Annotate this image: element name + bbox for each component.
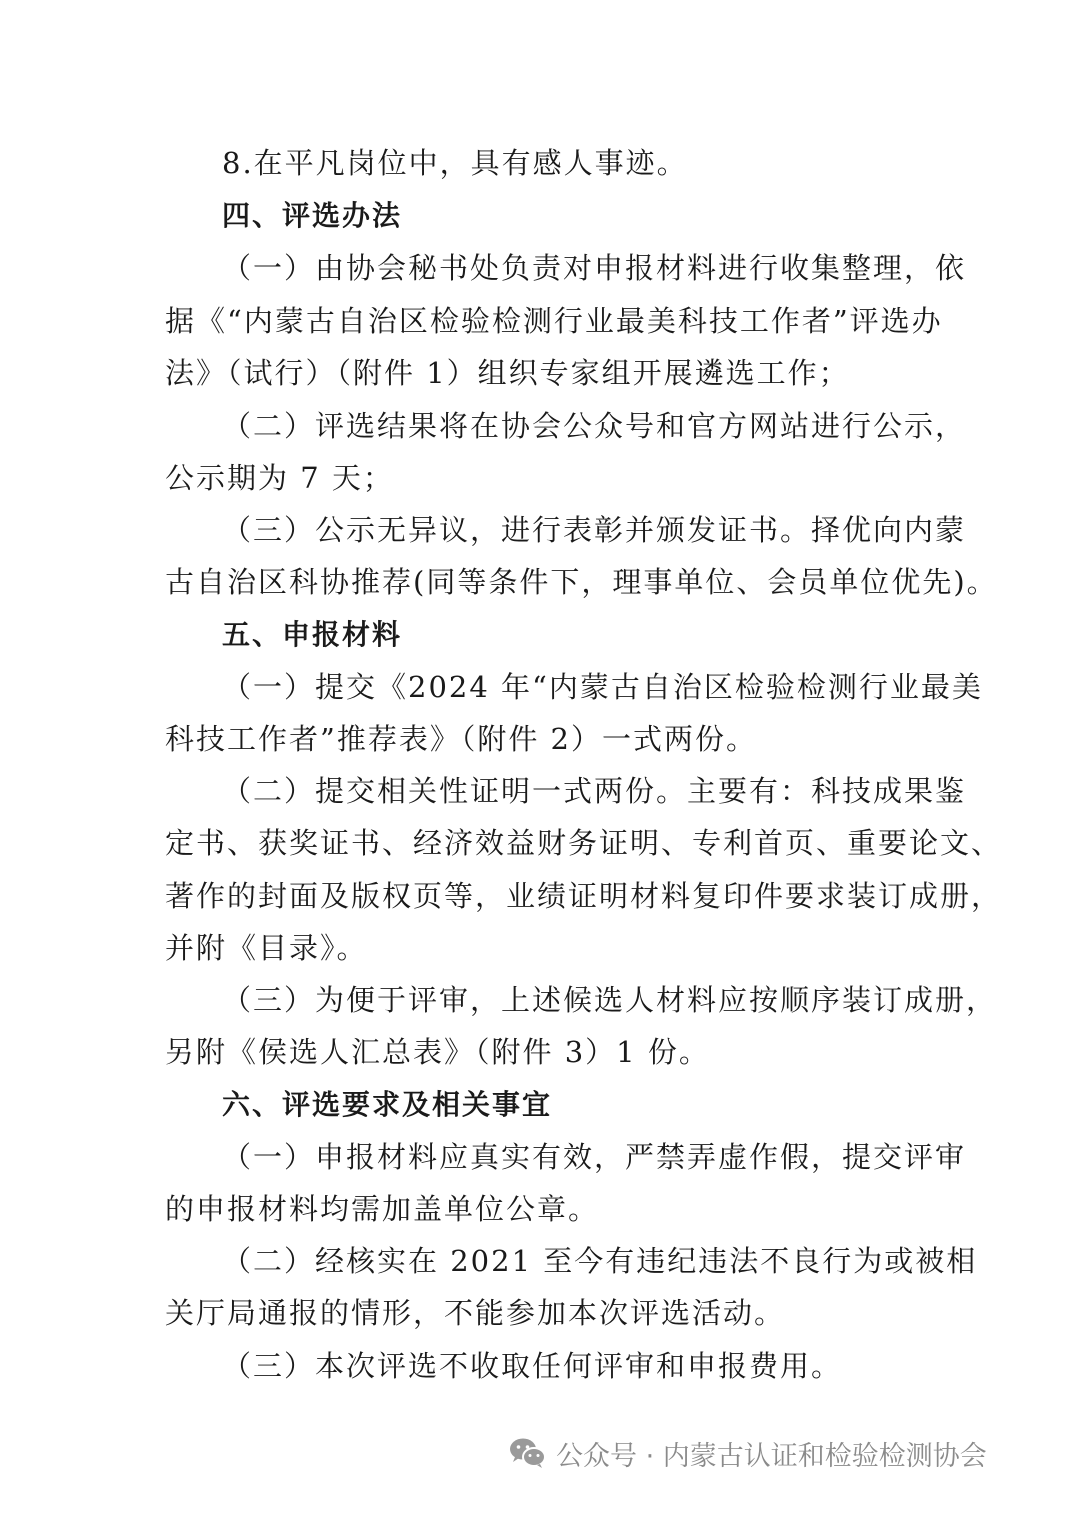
paragraph-line: 据《“内蒙古自治区检验检测行业最美科技工作者”评选办 [165,304,943,338]
paragraph-line: 关厅局通报的情形，不能参加本次评选活动。 [165,1296,786,1330]
paragraph-line: （二）评选结果将在协会公众号和官方网站进行公示， [222,409,967,443]
paragraph-line: 法》（试行）（附件 1）组织专家组开展遴选工作； [165,356,850,390]
paragraph-line: （二）提交相关性证明一式两份。主要有：科技成果鉴 [222,774,967,808]
paragraph-line: （一）申报材料应真实有效，严禁弄虚作假，提交评审 [222,1140,967,1174]
section-heading-6: 六、评选要求及相关事宜 [222,1088,553,1121]
wechat-icon [508,1436,548,1470]
paragraph-line: （三）为便于评审，上述候选人材料应按顺序装订成册， [222,983,998,1017]
paragraph-line: 古自治区科协推荐(同等条件下，理事单位、会员单位优先)。 [165,565,998,599]
paragraph-line: （一）由协会秘书处负责对申报材料进行收集整理，依 [222,251,967,285]
watermark-text: 公众号 · 内蒙古认证和检验检测协会 [556,1440,987,1472]
paragraph-line: 公示期为 7 天； [165,461,394,495]
paragraph-line: （一）提交《2024 年“内蒙古自治区检验检测行业最美 [222,670,983,704]
wechat-watermark [508,1433,987,1473]
paragraph-line: （三）公示无异议，进行表彰并颁发证书。择优向内蒙 [222,513,967,547]
paragraph-line: 另附《侯选人汇总表》（附件 3）1 份。 [165,1035,710,1069]
paragraph-line: （三）本次评选不收取任何评审和申报费用。 [222,1349,843,1383]
section-heading-5: 五、申报材料 [222,618,403,651]
paragraph-line: 定书、获奖证书、经济效益财务证明、专利首页、重要论文、 [165,826,1003,860]
item-8: 8.在平凡岗位中，具有感人事迹。 [222,146,688,180]
paragraph-line: 并附《目录》。 [165,931,368,965]
paragraph-line: （二）经核实在 2021 至今有违纪违法不良行为或被相 [222,1244,978,1278]
paragraph-line: 科技工作者”推荐表》（附件 2）一式两份。 [165,722,757,756]
paragraph-line: 著作的封面及版权页等，业绩证明材料复印件要求装订成册， [165,879,1003,913]
section-heading-4: 四、评选办法 [222,199,403,232]
paragraph-line: 的申报材料均需加盖单位公章。 [165,1192,600,1226]
